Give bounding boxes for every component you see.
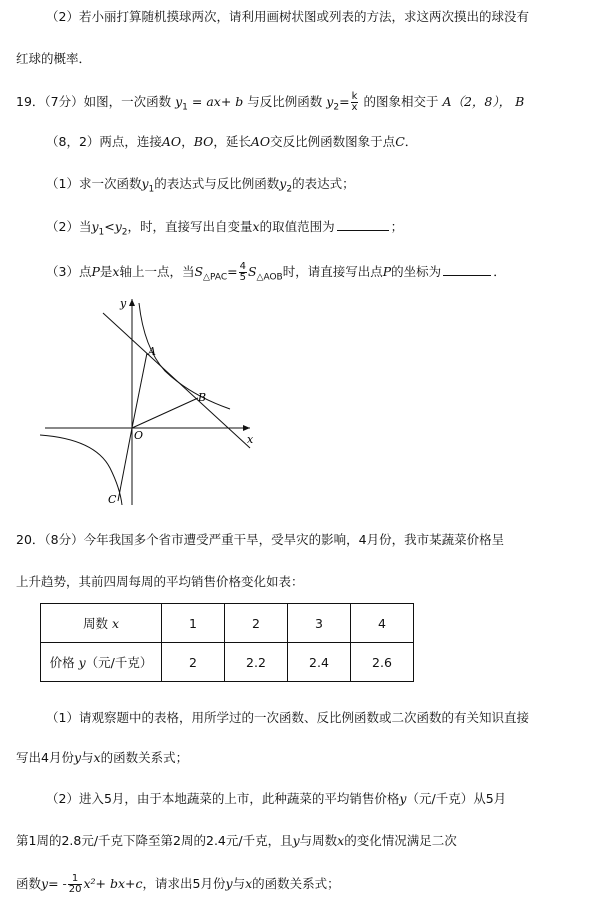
q19-part3: （3）点P是x轴上一点，当$S_{\triangle PAC}=$ $\frac{4}{5}$ $S_{\triangle AOB}$时，请直接写出点P的坐标为 ．: [46, 261, 506, 283]
q18-part2-line1: （2）若小丽打算随机摸球两次，请利用画树状图或列表的方法，求这两次摸出的球没有: [46, 9, 529, 24]
table-row: [41, 604, 414, 643]
q19-stem-line1: 19．（7分）如图，一次函数 $y_1 = ax+ b$ 与反比例函数 $y_2=$ $\frac{k}{x}$ 的图象相交于 A（2，8）， B: [16, 91, 525, 113]
function-graph: [40, 293, 260, 508]
x-axis-arrow: [243, 425, 250, 431]
price-table: [40, 603, 414, 682]
table-cell: 1: [162, 604, 225, 643]
answer-blank-point[interactable]: [443, 263, 491, 276]
graph-label-y: y: [120, 297, 127, 310]
segment-BO: [132, 398, 198, 428]
graph-label-A: A: [148, 345, 156, 358]
k-over-x-fraction: $\frac{k}{x}$: [351, 91, 358, 113]
table-header-price: 价格 y（元/千克）: [41, 643, 162, 682]
q20-part1-line1: （1）请观察题中的表格，用所学过的一次函数、反比例函数或二次函数的有关知识直接: [46, 710, 529, 725]
y-axis-arrow: [129, 299, 135, 306]
q18-part2-line2: 红球的概率．: [16, 51, 92, 66]
q19-stem-line2: （8，2）两点，连接AO，BO，延长AO交反比例函数图象于点C．: [46, 134, 418, 149]
table-row: [41, 643, 414, 682]
q20-stem-line1: 20．（8分）今年我国多个省市遭受严重干旱，受旱灾的影响，4月份，我市某蔬菜价格呈: [16, 532, 505, 547]
one-twentieth-fraction: $\frac{1}{20}$: [68, 873, 82, 895]
q20-part1-line2: 写出4月份y与x的函数关系式；: [16, 750, 189, 765]
q20-part2-line2: 第1周的2.8元/千克下降至第2周的2.4元/千克，且y与周数x的变化情况满足二次: [16, 833, 457, 848]
table-cell: 2: [225, 604, 288, 643]
q20-part2-line3: 函数y= - $\frac{1}{20}$ x²+ bx+c，请求出5月份y与x的函数关系式；: [16, 873, 340, 895]
q19-part1: （1）求一次函数$y_1$的表达式与反比例函数$y_2$的表达式；: [46, 176, 355, 195]
answer-blank-range[interactable]: [337, 218, 389, 231]
table-header-week: 周数 x: [41, 604, 162, 643]
q20-stem-line2: 上升趋势，其前四周每周的平均销售价格变化如表：: [16, 574, 304, 589]
graph-label-O: O: [134, 429, 144, 442]
graph-label-C: C: [108, 493, 117, 506]
table-cell: 2: [162, 643, 225, 682]
table-cell: 2.2: [225, 643, 288, 682]
q19-part2: （2）当$y_1<y_2$，时，直接写出自变量x的取值范围为 ；: [46, 219, 404, 238]
q20-part2-line1: （2）进入5月，由于本地蔬菜的上市，此种蔬菜的平均销售价格y（元/千克）从5月: [46, 791, 507, 806]
graph-label-B: B: [198, 391, 207, 404]
four-fifths-fraction: $\frac{4}{5}$: [239, 261, 246, 283]
segment-OC: [118, 428, 132, 501]
graph-label-x: x: [247, 433, 254, 446]
table-cell: 2.6: [351, 643, 414, 682]
table-cell: 2.4: [288, 643, 351, 682]
segment-AO: [132, 353, 147, 428]
table-cell: 3: [288, 604, 351, 643]
table-cell: 4: [351, 604, 414, 643]
